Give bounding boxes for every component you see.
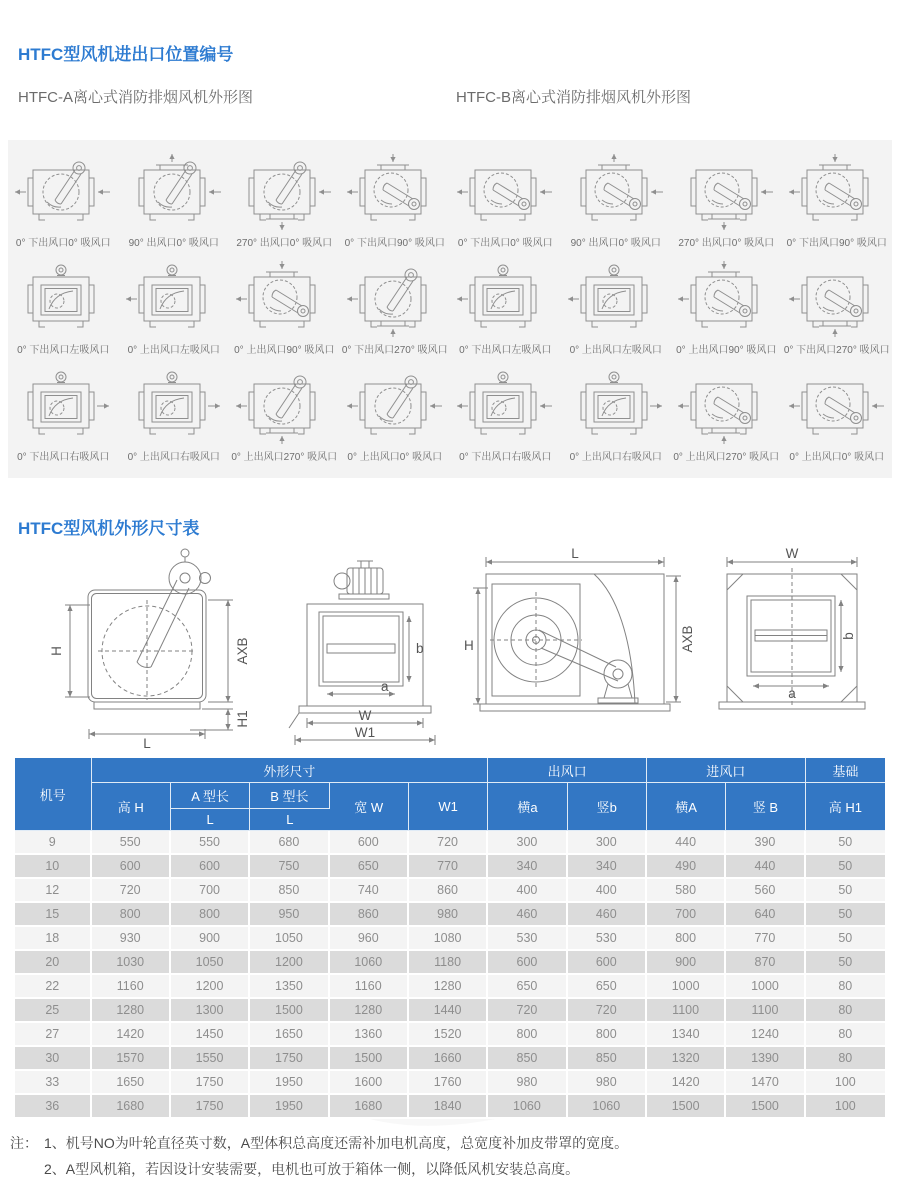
table-cell: 80	[806, 1023, 885, 1047]
table-cell: 720	[409, 831, 488, 855]
fan-diagram	[450, 257, 561, 364]
table-row	[15, 975, 885, 999]
fan-diagram	[340, 364, 451, 471]
table-cell: 1500	[726, 1095, 805, 1119]
dim-label-b: b	[841, 632, 856, 640]
fan-diagram	[229, 150, 340, 257]
table-row	[15, 879, 885, 903]
fan-diagram	[8, 257, 119, 364]
table-cell: 1030	[92, 951, 171, 975]
fan-diagram-label: 0° 下出风口270° 吸风口	[783, 345, 890, 356]
table-cell: 1440	[409, 999, 488, 1023]
table-cell: 900	[171, 927, 250, 951]
table-cell: 1550	[171, 1047, 250, 1071]
table-cell: 50	[806, 831, 885, 855]
table-cell: 800	[568, 1023, 647, 1047]
fan-diagram-label: 0° 上出风口0° 吸风口	[347, 452, 443, 463]
notes	[10, 1130, 890, 1182]
table-cell: 750	[250, 855, 329, 879]
col-header-a-length-L: L	[171, 809, 250, 831]
table-header	[15, 758, 885, 831]
col-header-outlet-b: 竖b	[568, 783, 647, 831]
col-header-a-length: A 型长	[171, 783, 250, 809]
table-cell: 870	[726, 951, 805, 975]
dim-label-l: L	[571, 546, 579, 561]
table-row	[15, 927, 885, 951]
table-cell: 1100	[726, 999, 805, 1023]
table-cell: 1750	[171, 1071, 250, 1095]
fan-diagram-label: 0° 上出风口90° 吸风口	[676, 345, 777, 356]
table-cell: 80	[806, 999, 885, 1023]
fan-diagram	[671, 364, 782, 471]
fan-diagram	[229, 257, 340, 364]
table-cell: 530	[488, 927, 567, 951]
table-cell: 600	[488, 951, 567, 975]
table-cell: 1080	[409, 927, 488, 951]
table-cell: 1450	[171, 1023, 250, 1047]
diagram-group-htfc-b	[450, 150, 892, 478]
dim-label-axb: AXB	[680, 625, 695, 653]
table-cell: 640	[726, 903, 805, 927]
fan-diagram	[119, 257, 230, 364]
fan-diagram	[229, 364, 340, 471]
table-cell: 400	[568, 879, 647, 903]
table-cell: 770	[726, 927, 805, 951]
table-cell: 25	[15, 999, 92, 1023]
note-line-1: 1、机号NO为叶轮直径英寸数，A型体积总高度还需补加电机高度，总宽度补加皮带罩的宽度。	[44, 1135, 629, 1151]
table-cell: 36	[15, 1095, 92, 1119]
fan-diagram-label: 0° 下出风口90° 吸风口	[344, 238, 445, 249]
table-cell: 1500	[647, 1095, 726, 1119]
section2-title: HTFC型风机外形尺寸表	[18, 519, 200, 538]
table-row	[15, 1071, 885, 1095]
table-row	[15, 1095, 885, 1119]
fan-diagram	[782, 364, 893, 471]
table-cell: 1060	[488, 1095, 567, 1119]
table-cell: 1300	[171, 999, 250, 1023]
table-cell: 1000	[726, 975, 805, 999]
table-cell: 1200	[171, 975, 250, 999]
table-cell: 770	[409, 855, 488, 879]
section1-title: HTFC型风机进出口位置编号	[18, 45, 234, 64]
table-cell: 50	[806, 951, 885, 975]
table-cell: 1160	[330, 975, 409, 999]
table-cell: 1840	[409, 1095, 488, 1119]
fan-diagram-label: 0° 上出风口右吸风口	[569, 452, 662, 463]
table-cell: 50	[806, 879, 885, 903]
table-cell: 1200	[250, 951, 329, 975]
table-cell: 560	[726, 879, 805, 903]
table-cell: 460	[488, 903, 567, 927]
table-cell: 27	[15, 1023, 92, 1047]
fan-diagram	[340, 150, 451, 257]
table-cell: 1420	[92, 1023, 171, 1047]
fan-diagram	[340, 257, 451, 364]
subtitle-htfc-b: HTFC-B离心式消防排烟风机外形图	[456, 89, 691, 106]
table-cell: 860	[409, 879, 488, 903]
col-header-outlet-a: 横a	[488, 783, 567, 831]
fan-diagram-label: 0° 下出风口右吸风口	[459, 452, 552, 463]
table-cell: 980	[488, 1071, 567, 1095]
fan-diagram	[450, 364, 561, 471]
table-cell: 740	[330, 879, 409, 903]
table-cell: 50	[806, 903, 885, 927]
table-cell: 490	[647, 855, 726, 879]
table-cell: 100	[806, 1095, 885, 1119]
table-cell: 390	[726, 831, 805, 855]
table-cell: 18	[15, 927, 92, 951]
table-cell: 340	[488, 855, 567, 879]
table-cell: 300	[568, 831, 647, 855]
table-cell: 1500	[250, 999, 329, 1023]
table-cell: 550	[171, 831, 250, 855]
fan-diagram	[561, 257, 672, 364]
table-row	[15, 831, 885, 855]
table-cell: 1060	[568, 1095, 647, 1119]
dim-label-l: L	[143, 736, 151, 751]
table-cell: 1280	[409, 975, 488, 999]
dim-label-h: H	[464, 638, 474, 653]
table-cell: 1180	[409, 951, 488, 975]
fan-diagram-label: 0° 下出风口90° 吸风口	[786, 238, 887, 249]
table-row	[15, 999, 885, 1023]
table-cell: 100	[806, 1071, 885, 1095]
table-cell: 1650	[92, 1071, 171, 1095]
table-cell: 650	[568, 975, 647, 999]
fan-diagram	[8, 364, 119, 471]
col-header-inlet-A: 横A	[647, 783, 726, 831]
col-header-model: 机号	[15, 758, 92, 831]
fan-diagram	[782, 257, 893, 364]
subtitles-row	[0, 86, 900, 107]
dim-label-h: H	[49, 646, 64, 656]
fan-diagram-label: 90° 出风口0° 吸风口	[128, 238, 219, 249]
table-cell: 1060	[330, 951, 409, 975]
table-cell: 12	[15, 879, 92, 903]
fan-diagram	[782, 150, 893, 257]
table-cell: 440	[726, 855, 805, 879]
table-cell: 600	[330, 831, 409, 855]
notes-prefix: 注：	[10, 1135, 38, 1151]
table-row	[15, 903, 885, 927]
table-cell: 580	[647, 879, 726, 903]
table-cell: 80	[806, 1047, 885, 1071]
fan-diagram-label: 0° 上出风口0° 吸风口	[789, 452, 885, 463]
fan-diagram	[671, 150, 782, 257]
table-cell: 700	[171, 879, 250, 903]
table-cell: 850	[568, 1047, 647, 1071]
table-cell: 1350	[250, 975, 329, 999]
table-cell: 1520	[409, 1023, 488, 1047]
table-cell: 720	[488, 999, 567, 1023]
fan-diagram-label: 0° 上出风口左吸风口	[127, 345, 220, 356]
fan-diagram-label: 90° 出风口0° 吸风口	[570, 238, 661, 249]
fan-diagram-label: 0° 上出风口左吸风口	[569, 345, 662, 356]
col-group-outlet: 出风口	[488, 758, 647, 783]
table-cell: 1420	[647, 1071, 726, 1095]
fan-diagram	[561, 150, 672, 257]
table-cell: 550	[92, 831, 171, 855]
table-cell: 720	[92, 879, 171, 903]
col-header-width-w: 宽 W	[330, 783, 409, 831]
dim-label-b: b	[416, 641, 424, 656]
table-cell: 1950	[250, 1071, 329, 1095]
dim-label-w: W	[785, 546, 799, 561]
table-cell: 300	[488, 831, 567, 855]
drawing-b-side	[464, 546, 695, 750]
fan-diagram-label: 0° 下出风口0° 吸风口	[15, 238, 111, 249]
table-cell: 850	[250, 879, 329, 903]
dim-label-h1: H1	[235, 710, 250, 728]
fan-diagram-label: 270° 出风口0° 吸风口	[236, 238, 333, 249]
dim-label-w1: W1	[354, 725, 376, 740]
table-cell: 1570	[92, 1047, 171, 1071]
dimension-drawings	[0, 548, 900, 750]
table-cell: 1160	[92, 975, 171, 999]
table-cell: 33	[15, 1071, 92, 1095]
fan-diagram	[561, 364, 672, 471]
table-cell: 850	[488, 1047, 567, 1071]
table-row	[15, 951, 885, 975]
col-header-b-length: B 型长	[250, 783, 329, 809]
table-cell: 600	[568, 951, 647, 975]
dim-label-axb: AXB	[235, 637, 250, 665]
col-group-dimensions: 外形尺寸	[92, 758, 489, 783]
fan-diagram-label: 0° 上出风口270° 吸风口	[231, 452, 338, 463]
table-cell: 800	[647, 927, 726, 951]
dim-label-a: a	[788, 686, 796, 701]
fan-diagram	[450, 150, 561, 257]
table-cell: 10	[15, 855, 92, 879]
fan-diagram-label: 0° 下出风口左吸风口	[459, 345, 552, 356]
table-cell: 800	[171, 903, 250, 927]
col-header-base-h1: 高 H1	[806, 783, 885, 831]
table-cell: 1470	[726, 1071, 805, 1095]
table-cell: 650	[330, 855, 409, 879]
table-cell: 980	[409, 903, 488, 927]
table-cell: 1760	[409, 1071, 488, 1095]
table-cell: 650	[488, 975, 567, 999]
table-cell: 600	[92, 855, 171, 879]
table-cell: 1680	[330, 1095, 409, 1119]
table-cell: 800	[488, 1023, 567, 1047]
table-cell: 1660	[409, 1047, 488, 1071]
table-cell: 20	[15, 951, 92, 975]
drawing-a-side	[287, 548, 447, 750]
fan-diagram-label: 270° 出风口0° 吸风口	[678, 238, 775, 249]
table-cell: 30	[15, 1047, 92, 1071]
table-row	[15, 1047, 885, 1071]
table-cell: 1280	[92, 999, 171, 1023]
fan-diagram-label: 0° 上出风口270° 吸风口	[673, 452, 780, 463]
fan-diagram-panel	[8, 140, 892, 478]
table-cell: 1500	[330, 1047, 409, 1071]
table-cell: 680	[250, 831, 329, 855]
table-cell: 860	[330, 903, 409, 927]
table-cell: 1600	[330, 1071, 409, 1095]
table-cell: 1320	[647, 1047, 726, 1071]
table-cell: 1340	[647, 1023, 726, 1047]
col-header-height-h: 高 H	[92, 783, 171, 831]
table-cell: 1390	[726, 1047, 805, 1071]
table-cell: 50	[806, 927, 885, 951]
drawing-b-end	[709, 548, 874, 750]
table-cell: 1750	[171, 1095, 250, 1119]
table-row	[15, 1023, 885, 1047]
note-line-2: 2、A型风机箱，若因设计安装需要，电机也可放于箱体一侧，以降低风机安装总高度。	[44, 1161, 580, 1177]
table-cell: 960	[330, 927, 409, 951]
table-cell: 460	[568, 903, 647, 927]
dim-label-w: W	[358, 708, 372, 723]
table-cell: 1050	[171, 951, 250, 975]
table-cell: 9	[15, 831, 92, 855]
table-body	[15, 831, 885, 1119]
fan-diagram-label: 0° 下出风口右吸风口	[17, 452, 110, 463]
table-cell: 1750	[250, 1047, 329, 1071]
fan-diagram-label: 0° 下出风口270° 吸风口	[341, 345, 448, 356]
subtitle-htfc-a: HTFC-A离心式消防排烟风机外形图	[18, 89, 253, 106]
table-cell: 15	[15, 903, 92, 927]
dim-label-a: a	[381, 679, 389, 694]
table-cell: 1680	[92, 1095, 171, 1119]
col-header-b-length-L: L	[250, 809, 329, 831]
table-cell: 700	[647, 903, 726, 927]
table-cell: 600	[171, 855, 250, 879]
table-cell: 930	[92, 927, 171, 951]
table-cell: 530	[568, 927, 647, 951]
table-cell: 1280	[330, 999, 409, 1023]
drawing-a-front	[30, 548, 270, 750]
table-cell: 900	[647, 951, 726, 975]
dimension-table	[15, 758, 885, 1119]
table-cell: 400	[488, 879, 567, 903]
fan-diagram	[119, 150, 230, 257]
fan-diagram	[671, 257, 782, 364]
table-cell: 1650	[250, 1023, 329, 1047]
diagram-group-htfc-a	[8, 150, 450, 478]
table-cell: 980	[568, 1071, 647, 1095]
fan-diagram-label: 0° 上出风口右吸风口	[127, 452, 220, 463]
table-row	[15, 855, 885, 879]
table-cell: 440	[647, 831, 726, 855]
table-cell: 50	[806, 855, 885, 879]
table-cell: 800	[92, 903, 171, 927]
col-group-inlet: 进风口	[647, 758, 806, 783]
fan-diagram	[8, 150, 119, 257]
table-cell: 950	[250, 903, 329, 927]
table-cell: 340	[568, 855, 647, 879]
col-header-w1: W1	[409, 783, 488, 831]
col-group-base: 基础	[806, 758, 885, 783]
table-cell: 720	[568, 999, 647, 1023]
table-cell: 1050	[250, 927, 329, 951]
table-cell: 1360	[330, 1023, 409, 1047]
fan-diagram-label: 0° 下出风口左吸风口	[17, 345, 110, 356]
fan-diagram-label: 0° 下出风口0° 吸风口	[457, 238, 553, 249]
col-header-inlet-B: 竖 B	[726, 783, 805, 831]
table-cell: 1950	[250, 1095, 329, 1119]
table-cell: 80	[806, 975, 885, 999]
fan-diagram-label: 0° 上出风口90° 吸风口	[234, 345, 335, 356]
table-cell: 1100	[647, 999, 726, 1023]
table-cell: 22	[15, 975, 92, 999]
table-cell: 1000	[647, 975, 726, 999]
fan-diagram	[119, 364, 230, 471]
table-cell: 1240	[726, 1023, 805, 1047]
